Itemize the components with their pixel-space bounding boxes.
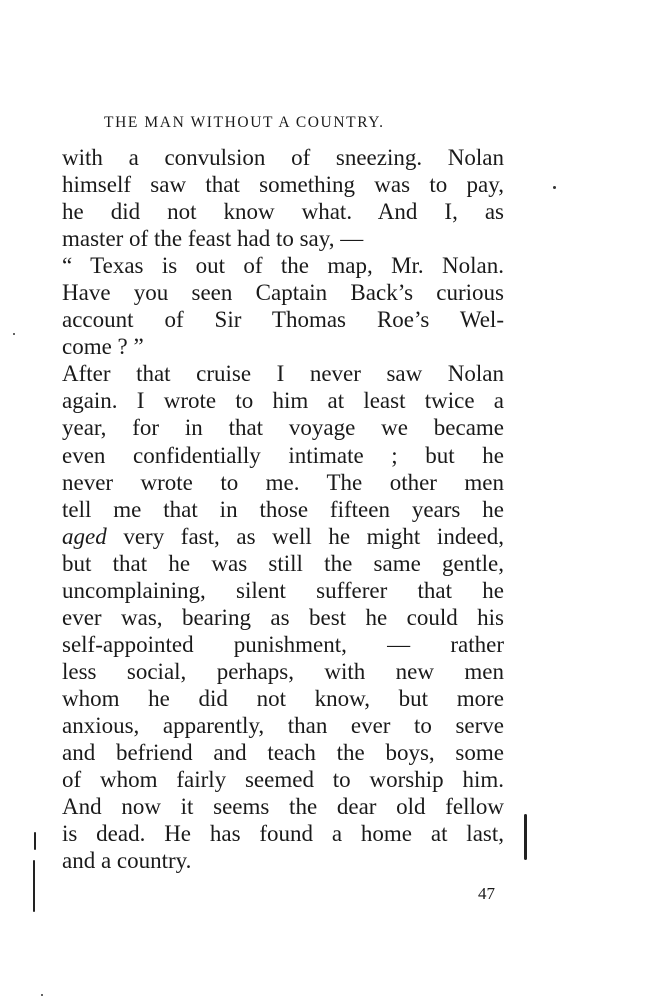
italic-emphasis: aged: [62, 523, 107, 549]
text-line: “ Texas is out of the map, Mr. Nolan.: [62, 253, 504, 279]
scan-mark: [524, 814, 527, 860]
text-line: aged very fast, as well he might indeed,: [62, 523, 504, 549]
text-line: uncomplaining, silent sufferer that he: [62, 577, 504, 603]
text-line: and befriend and teach the boys, some: [62, 740, 504, 766]
text-line: And now it seems the dear old fellow: [62, 794, 504, 820]
text-line: account of Sir Thomas Roe’s Wel-: [62, 307, 504, 333]
text-line: is dead. He has found a home at last,: [62, 821, 504, 847]
text-line: year, for in that voyage we became: [62, 415, 504, 441]
scan-speck: [553, 186, 556, 189]
scan-mark: [34, 832, 36, 850]
text-line: and a country.: [62, 848, 192, 874]
scan-speck: [13, 333, 15, 335]
text-line: After that cruise I never saw Nolan: [62, 361, 504, 387]
text-line: never wrote to me. The other men: [62, 469, 504, 495]
text-line: himself saw that something was to pay,: [62, 172, 504, 198]
body-text: [62, 144, 504, 874]
text-line: again. I wrote to him at least twice a: [62, 388, 504, 414]
page-number: 47: [478, 884, 495, 903]
text-line: ever was, bearing as best he could his: [62, 604, 504, 630]
running-head: THE MAN WITHOUT A COUNTRY.: [104, 114, 385, 131]
text-line: whom he did not know, but more: [62, 685, 504, 711]
text-line: master of the feast had to say, —: [62, 226, 364, 252]
text-line: but that he was still the same gentle,: [62, 550, 504, 576]
text-line: with a convulsion of sneezing. Nolan: [62, 145, 504, 170]
scan-speck: [41, 994, 43, 996]
text-line: Have you seen Captain Back’s curious: [62, 280, 504, 306]
text-line: tell me that in those fifteen years he: [62, 496, 504, 522]
text-line: he did not know what. And I, as: [62, 199, 504, 225]
text-line: even confidentially intimate ; but he: [62, 442, 504, 468]
text-line: self-appointed punishment, — rather: [62, 631, 504, 657]
scan-mark: [33, 860, 35, 912]
text-line: of whom fairly seemed to worship him.: [62, 767, 504, 793]
text-line: anxious, apparently, than ever to serve: [62, 712, 504, 738]
text-line: less social, perhaps, with new men: [62, 658, 504, 684]
text-line: come ? ”: [62, 334, 144, 360]
